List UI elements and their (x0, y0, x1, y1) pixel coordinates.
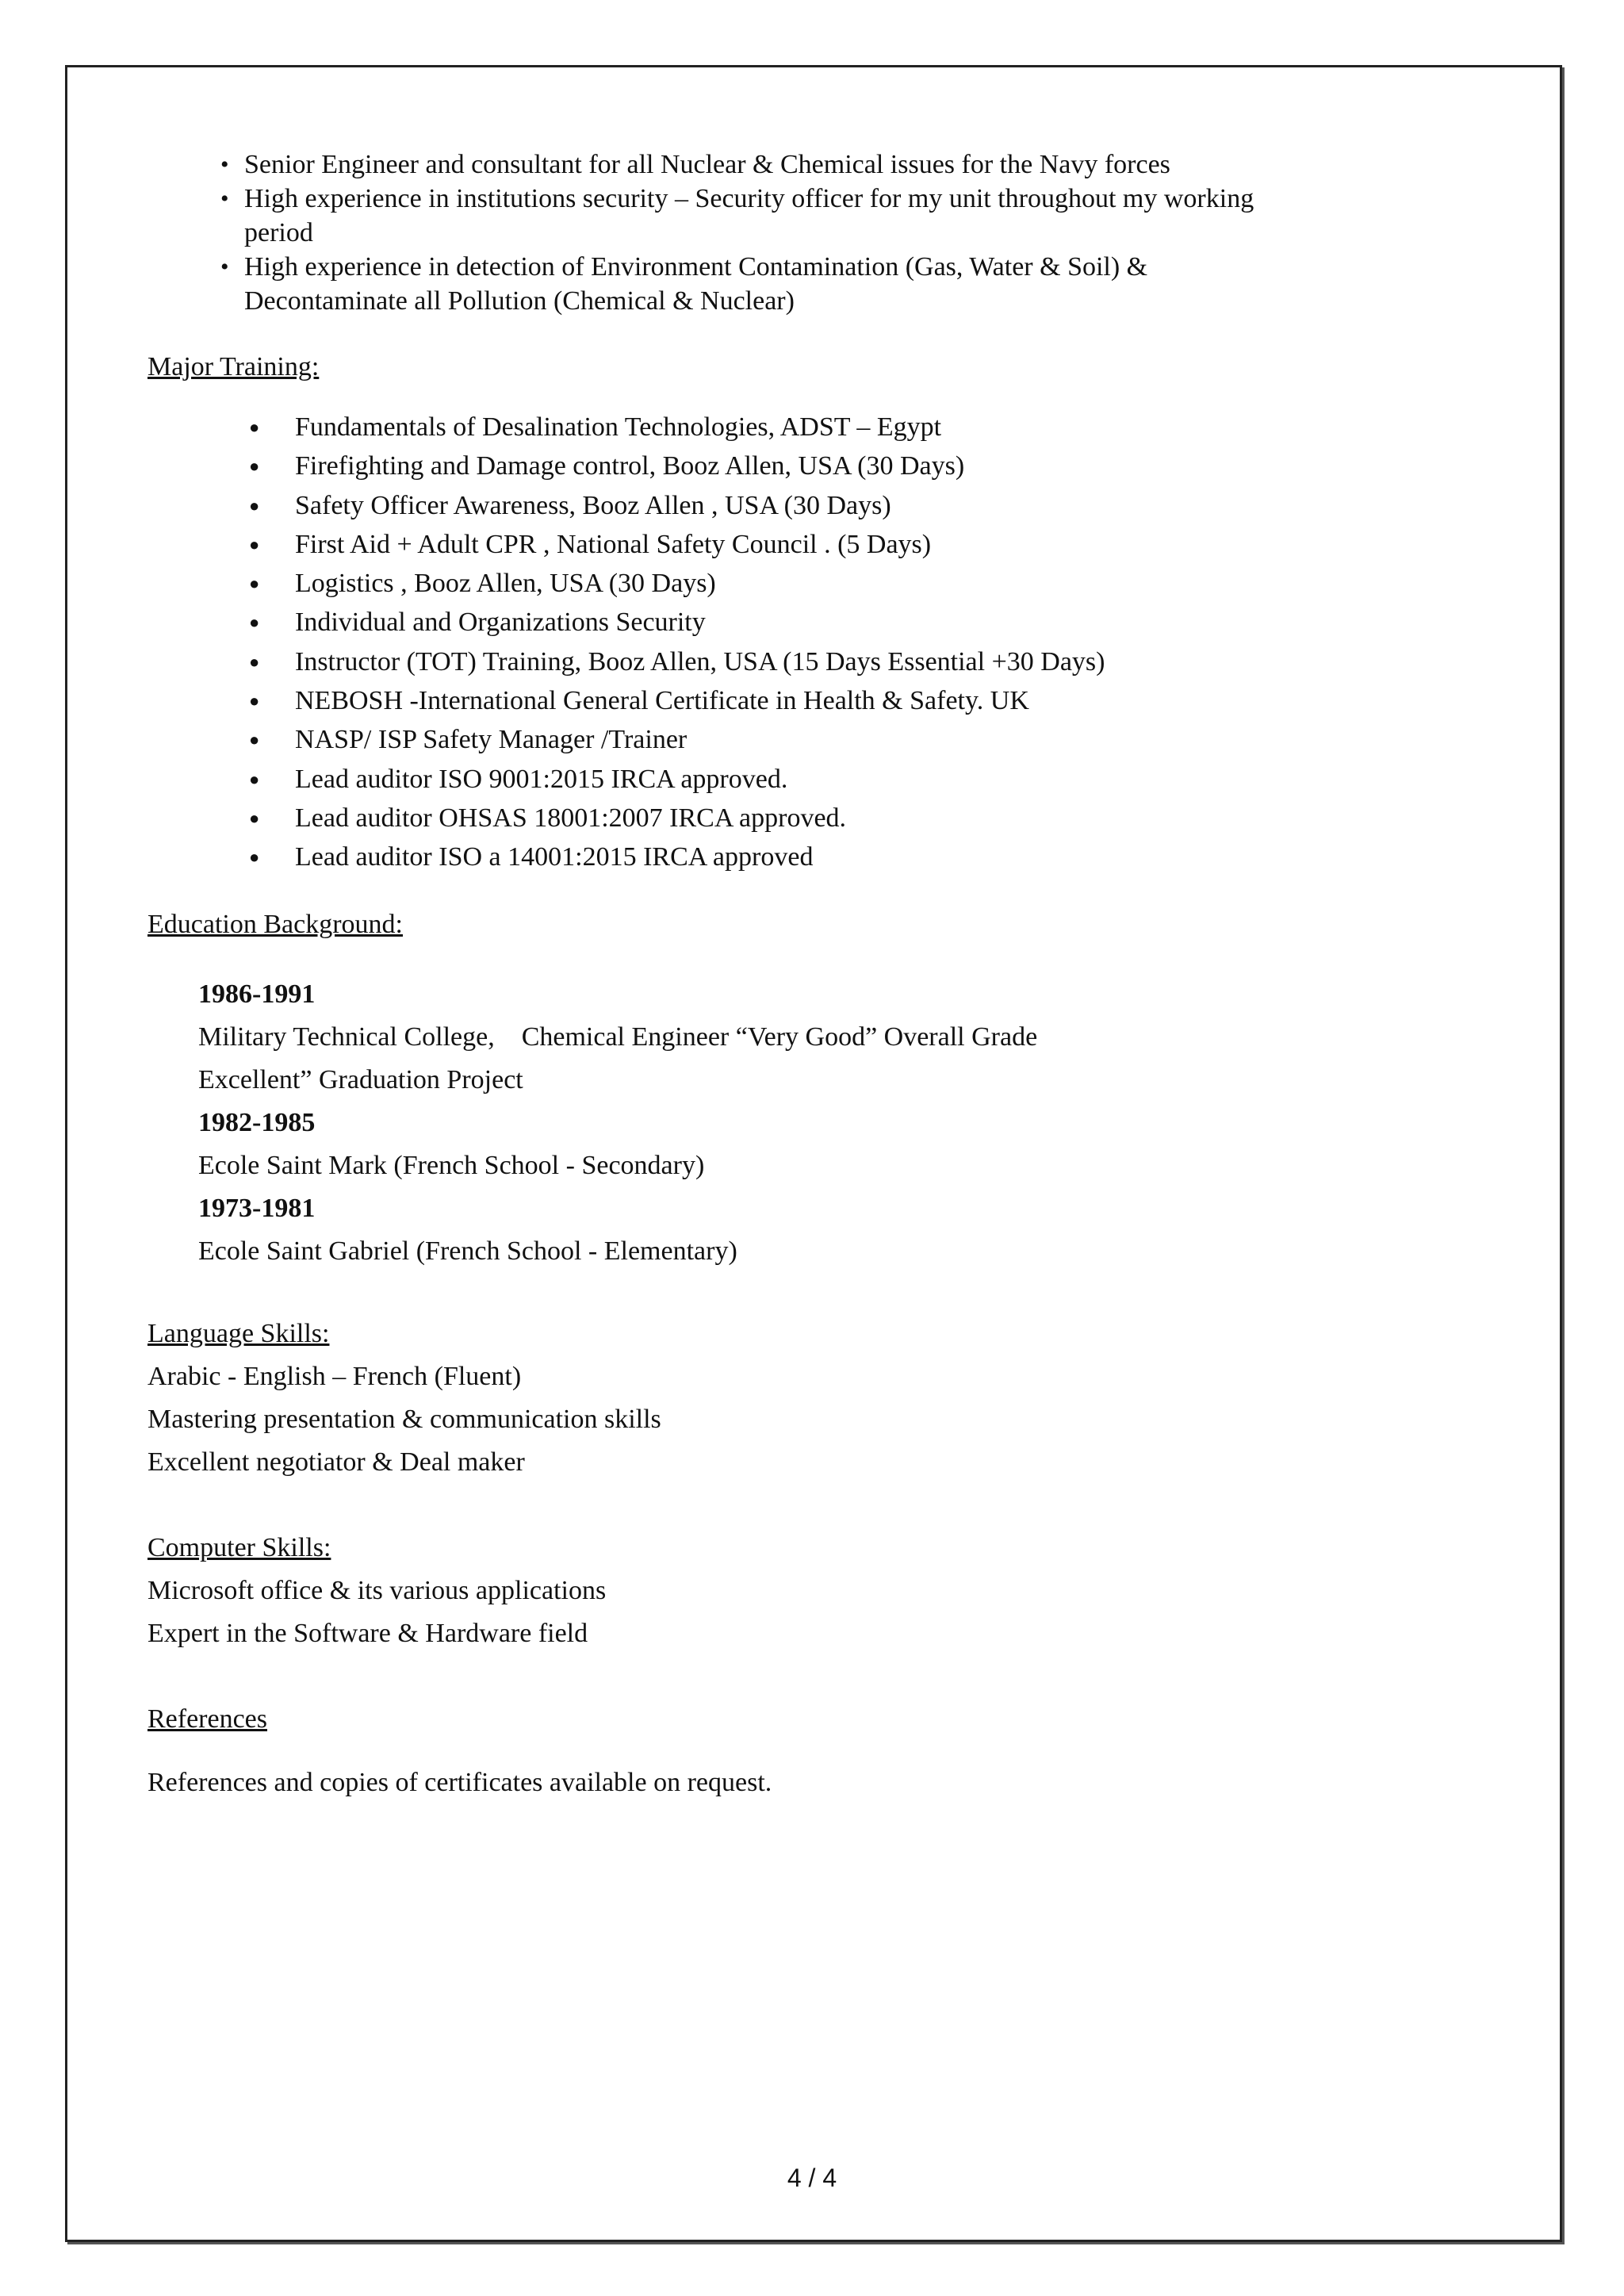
resume-content (147, 148, 1416, 1804)
training-item: ● Individual and Organizations Security (249, 603, 1416, 642)
experience-bullet: • High experience in detection of Environment Contamination (Gas, Water & Soil) & Decontaminate all Pollution (Chemical & Nuclear) (220, 250, 1416, 318)
language-line: Arabic - English – French (Fluent) (147, 1361, 522, 1391)
education-years: 1982-1985 (198, 1107, 316, 1137)
education-list (198, 973, 1416, 1273)
training-list (249, 408, 1416, 877)
education-detail: Ecole Saint Gabriel (French School - Elementary) (198, 1236, 737, 1266)
education-heading: Education Background: (147, 909, 403, 939)
training-item: ● First Aid + Adult CPR , National Safety Council . (5 Days) (249, 525, 1416, 564)
education-detail: Excellent” Graduation Project (198, 1064, 523, 1094)
education-years: 1973-1981 (198, 1193, 316, 1223)
page-number: 4 / 4 (787, 2164, 837, 2192)
references-heading: References (147, 1704, 268, 1734)
training-item: ● Lead auditor ISO 9001:2015 IRCA approved. (249, 760, 1416, 799)
training-item: ● NEBOSH -International General Certificate in Health & Safety. UK (249, 681, 1416, 720)
training-item: ● NASP/ ISP Safety Manager /Trainer (249, 720, 1416, 759)
training-item: ● Lead auditor OHSAS 18001:2007 IRCA approved. (249, 799, 1416, 838)
references-text: References and copies of certificates available on request. (147, 1767, 772, 1797)
education-detail: Military Technical College, Chemical Engineer “Very Good” Overall Grade (198, 1022, 1038, 1052)
training-item: ● Lead auditor ISO a 14001:2015 IRCA approved (249, 838, 1416, 876)
education-years: 1986-1991 (198, 979, 316, 1009)
training-item: ● Logistics , Booz Allen, USA (30 Days) (249, 564, 1416, 603)
experience-bullet: • High experience in institutions security – Security officer for my unit throughout my working period (220, 182, 1416, 250)
training-item: ● Instructor (TOT) Training, Booz Allen, USA (15 Days Essential +30 Days) (249, 642, 1416, 681)
language-line: Mastering presentation & communication skills (147, 1404, 661, 1434)
experience-bullet: • Senior Engineer and consultant for all Nuclear & Chemical issues for the Navy forces (220, 148, 1416, 182)
training-heading: Major Training: (147, 352, 320, 381)
computer-heading: Computer Skills: (147, 1532, 331, 1562)
language-heading: Language Skills: (147, 1318, 330, 1348)
computer-line: Expert in the Software & Hardware field (147, 1618, 588, 1648)
computer-line: Microsoft office & its various applications (147, 1575, 607, 1605)
education-detail: Ecole Saint Mark (French School - Secondary) (198, 1150, 705, 1180)
language-line: Excellent negotiator & Deal maker (147, 1447, 525, 1477)
training-item: ● Firefighting and Damage control, Booz Allen, USA (30 Days) (249, 447, 1416, 485)
experience-bullet-list (220, 148, 1416, 318)
training-item: ● Fundamentals of Desalination Technologies, ADST – Egypt (249, 408, 1416, 447)
training-item: ● Safety Officer Awareness, Booz Allen , USA (30 Days) (249, 486, 1416, 525)
